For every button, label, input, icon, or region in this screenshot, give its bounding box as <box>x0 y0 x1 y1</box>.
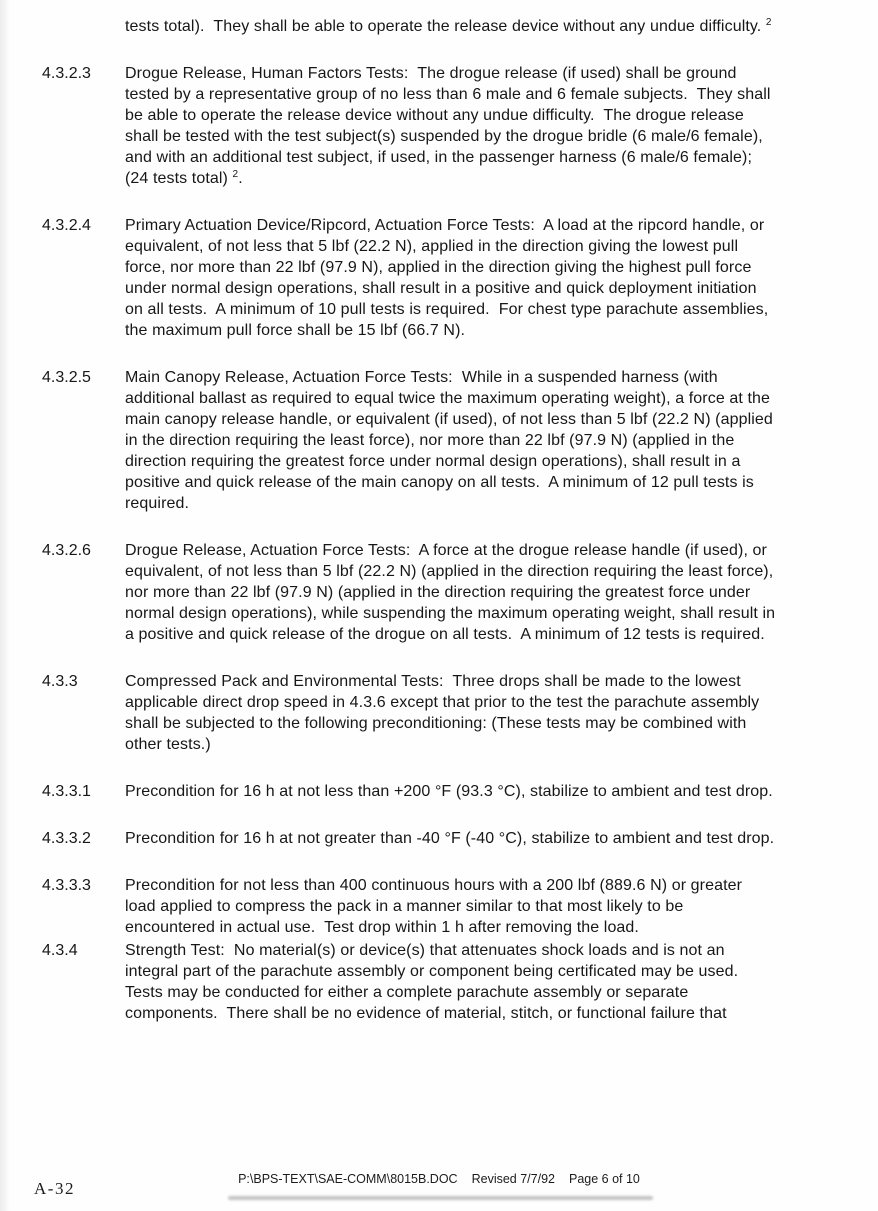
section-row <box>42 940 878 1024</box>
section-text: Drogue Release, Human Factors Tests: The drogue release (if used) shall be ground tested by a representative group of no less than 6 male and 6 female subjects. They shall be able to operate the release device without any undue difficulty. The drogue release shall be tested with the test subject(s) suspended by the drogue bridle (6 male/6 female), and with an additional test subject, if used, in the passenger harness (6 male/6 female); (24 tests total) $^2$. <box>125 65 776 187</box>
footnote-ref: 2 <box>765 17 772 28</box>
section-text: Strength Test: No material(s) or device(s) that attenuates shock loads and is not an integral part of the parachute assembly or component being certificated may be used. Tests may be conducted for either a complete parachute assembly or separate components. There shall be no evidence of material, stitch, or functional failure that <box>125 942 748 1022</box>
section-text: Compressed Pack and Environmental Tests: Three drops shall be made to the lowest applicable direct drop speed in 4.3.6 except that prior to the test the parachute assembly shall be subjected to the following preconditioning: (These tests may be combined with other tests.) <box>125 673 764 753</box>
section-number: 4.3.2.3 <box>42 65 91 82</box>
section-number: 4.3.2.4 <box>42 217 91 234</box>
section-number: 4.3.3.3 <box>42 877 91 894</box>
bottom-scan-artifact <box>228 1196 653 1200</box>
section-text: tests total). They shall be able to operate the release device without any undue difficulty. $^2$ <box>125 17 772 35</box>
sections <box>0 16 878 1024</box>
footnote-ref: 2 <box>232 169 239 180</box>
section-row <box>42 875 878 938</box>
section-row <box>42 781 878 802</box>
section-number <box>42 16 125 37</box>
section-row <box>42 540 878 645</box>
section-row <box>42 671 878 755</box>
footer-page-number: Page 6 of 10 <box>568 1172 640 1186</box>
appendix-page-label: A-32 <box>34 1179 75 1198</box>
section-text: Precondition for 16 h at not greater than -40 °F (-40 °C), stabilize to ambient and test drop. <box>125 830 775 847</box>
section-text: Drogue Release, Actuation Force Tests: A force at the drogue release handle (if used), or equivalent, of not less than 5 lbf (22.2 N) (applied in the direction requiring the least force), nor more than 22 lbf (97.9 N) (applied in the direction requiring the greatest force under normal design operations), while suspending the maximum operating weight, shall result in a positive and quick release of the drogue on all tests. A minimum of 12 tests is required. <box>125 542 780 643</box>
document-page <box>0 16 878 1024</box>
section-row <box>42 63 878 189</box>
section-text: Precondition for 16 h at not less than +200 °F (93.3 °C), stabilize to ambient and test drop. <box>125 783 773 800</box>
section-row <box>42 215 878 341</box>
section-text: Primary Actuation Device/Ripcord, Actuation Force Tests: A load at the ripcord handle, or equivalent, of not less that 5 lbf (22.2 N), applied in the direction giving the lowest pull force, nor more than 22 lbf (97.9 N), applied in the direction giving the highest pull force under normal design operations, shall result in a positive and quick deployment initiation on all tests. A minimum of 10 pull tests is required. For chest type parachute assemblies, the maximum pull force shall be 15 lbf (66.7 N). <box>125 217 773 339</box>
section-row <box>42 367 878 514</box>
section-row <box>42 828 878 849</box>
section-number: 4.3.4 <box>42 942 78 959</box>
section-text: Precondition for not less than 400 continuous hours with a 200 lbf (889.6 N) or greater load applied to compress the pack in a manner similar to that most likely to be encountered in actual use. Test drop within 1 h after removing the load. <box>125 877 747 936</box>
footer-doc-path: P:\BPS-TEXT\SAE-COMM\8015B.DOC <box>238 1172 458 1186</box>
section-number: 4.3.2.5 <box>42 369 91 386</box>
footer-revised: Revised 7/7/92 <box>471 1172 555 1186</box>
section-number: 4.3.2.6 <box>42 542 91 559</box>
section-number: 4.3.3.1 <box>42 783 91 800</box>
section-row <box>42 16 878 37</box>
footer <box>0 1172 878 1187</box>
section-number: 4.3.3 <box>42 673 78 690</box>
section-text: Main Canopy Release, Actuation Force Tests: While in a suspended harness (with additional ballast as required to equal twice the maximum operating weight), a force at the main canopy release handle, or equivalent (if used), of not less than 5 lbf (22.2 N) (applied in the direction requiring the least force), nor more than 22 lbf (97.9 N) (applied in the direction requiring the greatest force under normal design operations), shall result in a positive and quick release of the main canopy on all tests. A minimum of 12 pull tests is required. <box>125 369 778 512</box>
section-number: 4.3.3.2 <box>42 830 91 847</box>
